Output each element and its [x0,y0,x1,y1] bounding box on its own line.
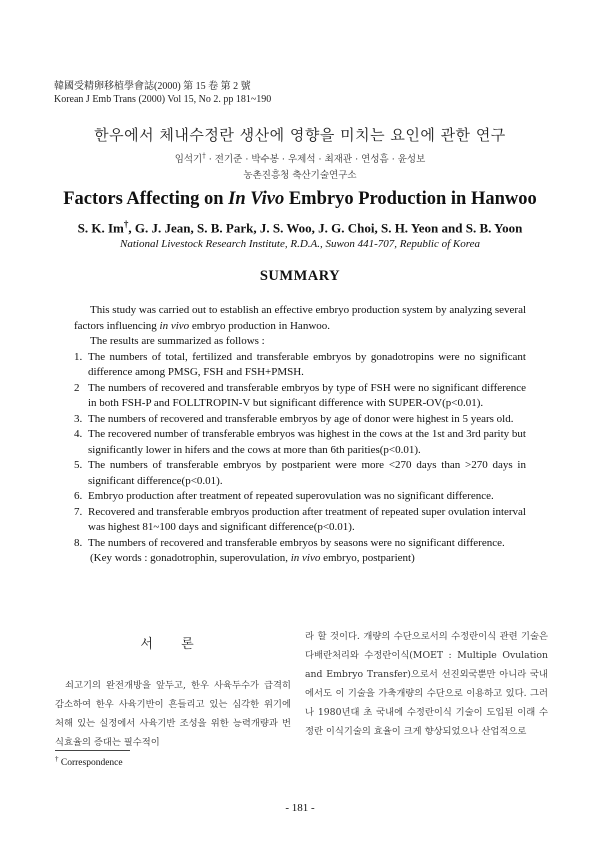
correspondence-mark: † [202,151,206,160]
left-column [55,633,291,752]
keywords [90,551,526,567]
introduction-heading: 서 론 [140,637,206,652]
korean-authors [0,151,600,165]
result-text: Embryo production after treatment of repeated superovulation was no significant difference. [88,490,494,502]
right-column [305,627,548,741]
summary-heading: SUMMARY [259,268,341,284]
footnote-text: Correspondence [58,758,123,769]
result-number: 6. [74,490,83,502]
journal-citation-korean: 韓國受精卵移植學會誌(2000) 第 15 卷 第 2 號 [54,81,251,92]
result-text: Recovered and transferable embryos production after treatment of repeated super ovulation interval was highest 81~100 days and significant difference(p<0.01). [88,505,526,533]
correspondence-mark: † [123,219,129,229]
result-number: 8. [74,536,83,549]
english-title-part: Factors Affecting on [63,189,229,209]
korean-institution: 농촌진흥청 축산기술연구소 [243,170,357,181]
summary-lead: The results are summarized as follows : [90,335,265,347]
english-title-italic: In Vivo [228,189,285,209]
result-text: The numbers of total, fertilized and transferable embryos by gonadotropins were no significant difference among PMSG, FSH and FSH+PMSH. [88,350,526,378]
keywords-text: embryo, postparient) [320,552,415,564]
introduction-left-paragraph: 쇠고기의 완전개방을 앞두고, 한우 사육두수가 급격히 감소하여 한우 사육기반이 흔들리고 있는 심각한 위기에 처해 있는 실정에서 사육기반 조성을 위한 능력개량과 번식효율의 증대는 필수적이 [55,680,291,748]
journal-citation-english: Korean J Emb Trans (2000) Vol 15, No 2. pp 181~190 [54,94,272,105]
summary-body [74,303,526,567]
result-number: 7. [74,505,83,518]
result-number: 5. [74,459,83,471]
results-list [74,350,526,552]
keywords-italic: in vivo [290,552,321,564]
result-number: 3. [74,412,83,425]
result-item [74,427,526,458]
result-number: 2 [74,381,80,394]
result-item [74,350,526,381]
summary-intro-text: embryo production in Hanwoo. [189,319,331,332]
result-item [74,458,526,489]
keywords-text: (Key words : gonadotrophin, superovulation, [90,552,291,564]
english-title [0,189,600,210]
summary-intro [74,303,526,334]
result-text: The recovered number of transferable embryos was highest in the cows at the 1st and 3rd parity but significantly lower in hifers and the cows at more than 6th parities(p<0.01). [88,428,526,456]
page-number: - 181 - [285,802,315,814]
result-text: The numbers of recovered and transferable embryos by type of FSH were no significant difference in both FSH-P and FOLLTROPIN-V but significant difference with SUPER-OV(p<0.01). [88,381,526,409]
result-number: 1. [74,350,83,363]
introduction-right-text: 라 할 것이다. 개량의 수단으로서의 수정란이식 관련 기술은 다배란처리와 수정란이식(MOET : Multiple Ovulation and Embryo Transfer)으로서 선진외국뿐만 아니라 국내에서도 이 기술을 가축개량의 수단으로 이용하고 있다. 그러나 1980년대 초 국내에 수정란이식 기술이 도입된 이래 수정란 이식기술의 효율이 크게 향상되었으나 산업적으로 [305,631,548,737]
result-item [74,505,526,536]
english-first-author: S. K. Im [77,220,124,236]
korean-title: 한우에서 체내수정란 생산에 영향을 미치는 요인에 관한 연구 [94,126,506,144]
korean-coauthors: · 전기준 · 박수봉 · 우제석 · 최재관 · 연성흠 · 윤성보 [205,154,426,165]
result-text: The numbers of recovered and transferable embryos by seasons were no significant difference. [88,536,505,549]
footnote-mark: † [55,755,59,763]
english-authors [0,219,600,236]
english-title-part: Embryo Production in Hanwoo [284,189,537,209]
journal-header [54,80,271,106]
korean-first-author: 임석기 [174,154,203,165]
english-institution: National Livestock Research Institute, R.D.A., Suwon 441-707, Republic of Korea [120,238,480,250]
footnote [55,755,123,768]
result-number: 4. [74,428,83,440]
introduction-left-text [55,676,291,752]
result-item [74,489,526,505]
footnote-divider [55,750,130,751]
result-text: The numbers of recovered and transferable embryos by age of donor were highest in 5 years old. [88,412,514,425]
english-coauthors: , G. J. Jean, S. B. Park, J. S. Woo, J. G. Choi, S. H. Yeon and S. B. Yoon [128,220,523,236]
result-item [74,536,526,552]
result-item [74,412,526,428]
result-text: The numbers of transferable embryos by postparient were more <270 days than >270 days in significant difference(p<0.01). [88,459,526,487]
summary-intro-italic: in vivo [159,319,190,332]
summary-intro-text: This study was carried out to establish an effective embryo production system by analyzing several factors influencing [74,304,527,332]
result-item [74,381,526,412]
